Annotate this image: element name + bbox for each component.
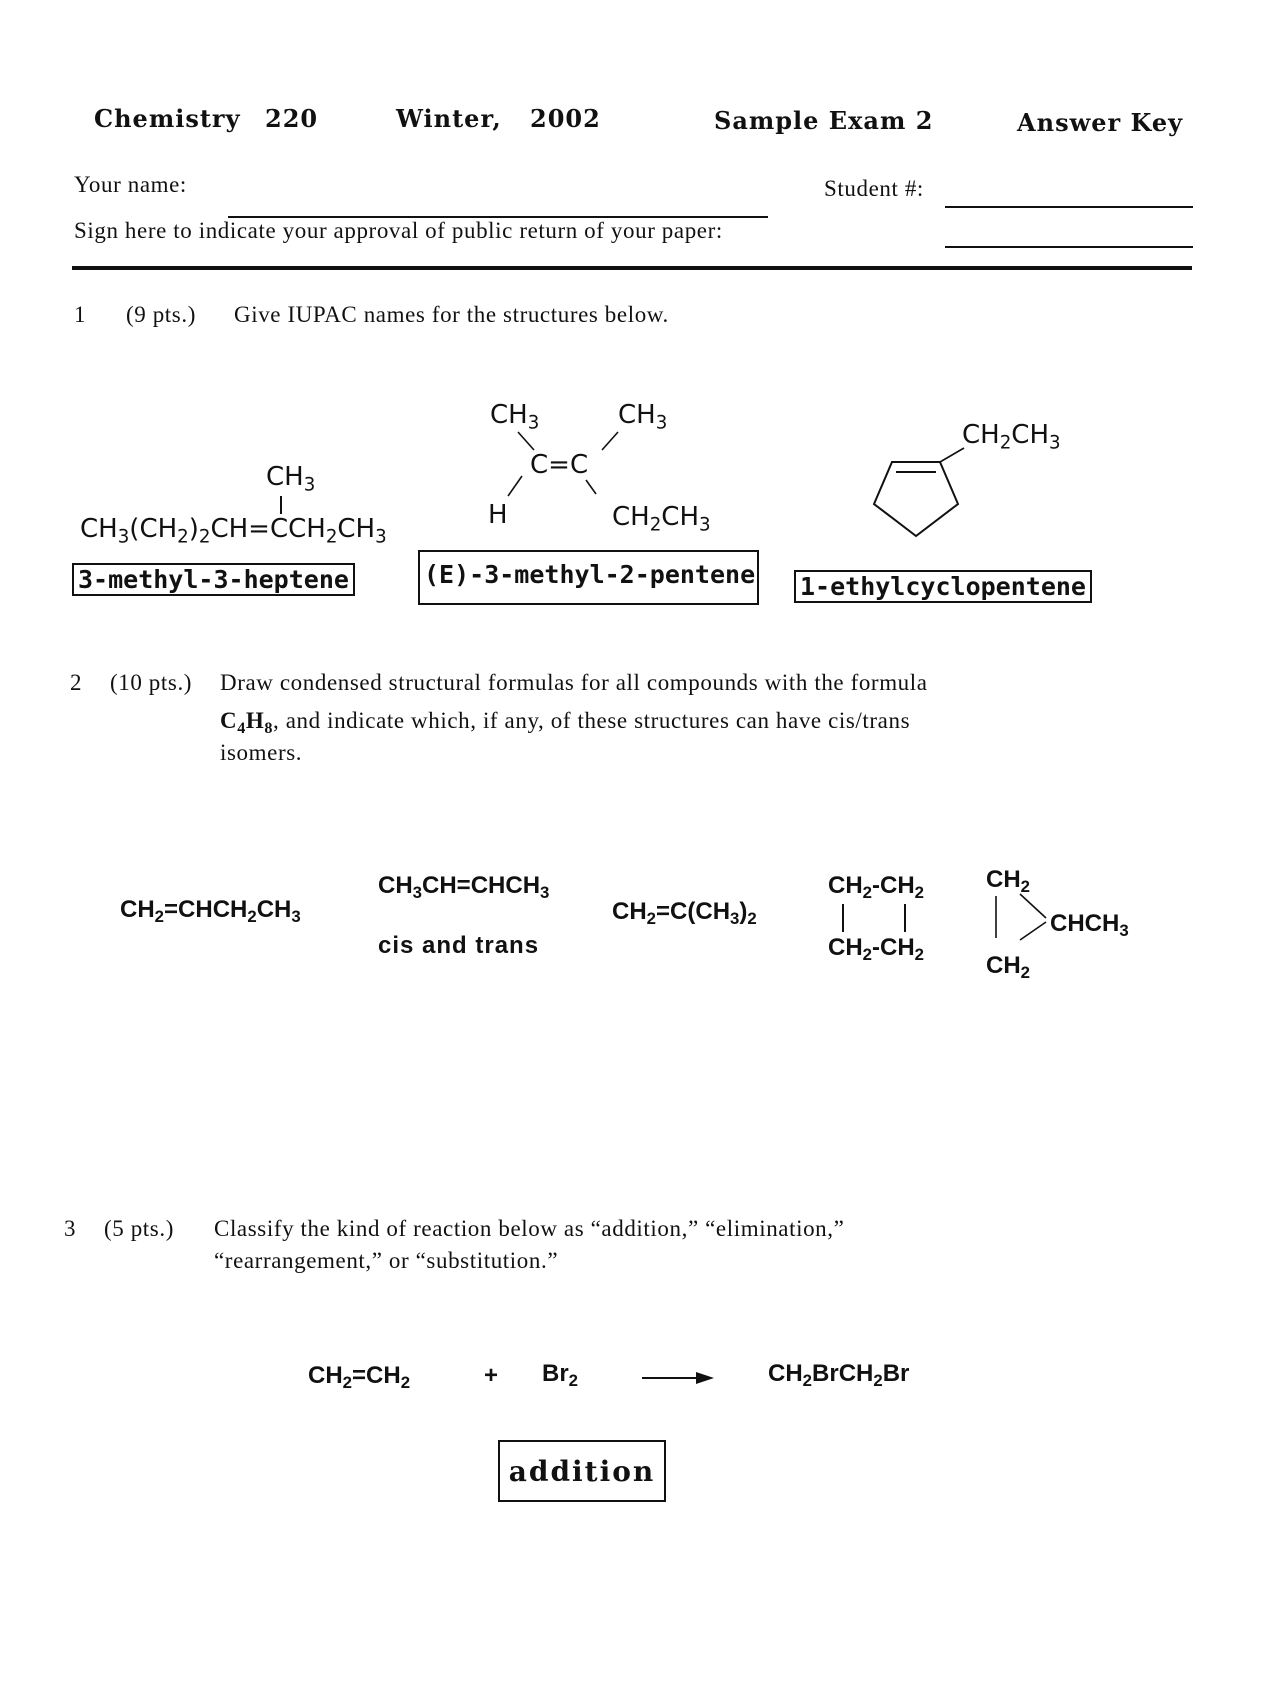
signature-field[interactable] xyxy=(945,246,1193,248)
q2-prompt-line3: isomers. xyxy=(220,740,303,765)
student-number-field[interactable] xyxy=(945,206,1193,208)
name-label: Your name: xyxy=(74,172,187,197)
s2-ch3-right: $CH_3$ xyxy=(618,400,668,434)
q1-answer-1: 3-methyl-3-heptene xyxy=(72,563,355,596)
c4h8-isobutylene: $CH_2=C(CH_3)_2$ xyxy=(612,898,757,929)
cis-trans-note: cis and trans xyxy=(378,932,540,959)
q2-points: (10 pts.) xyxy=(110,670,193,695)
term: Winter, xyxy=(396,104,502,133)
q3-points: (5 pts.) xyxy=(104,1216,174,1241)
c4h8-1-butene: $CH_2=CHCH_2CH_3$ xyxy=(120,896,301,927)
s1-methyl-branch: $CH_3$ xyxy=(266,462,316,496)
year: 2002 xyxy=(530,104,601,133)
s2-double-bond: C=C xyxy=(530,450,589,480)
plus-sign: + xyxy=(484,1362,499,1389)
q2-number: 2 xyxy=(70,670,83,695)
cyclobutane-right-bond xyxy=(904,904,906,932)
reactant-ethylene: $CH_2=CH_2$ xyxy=(308,1362,411,1393)
product-dibromoethane: $CH_2BrCH_2Br$ xyxy=(768,1360,910,1391)
methylcyclopropane-right: $CHCH_3$ xyxy=(1050,910,1129,941)
q3-answer: addition xyxy=(498,1440,666,1502)
s2-hydrogen: H xyxy=(488,500,508,530)
s2-ch3-left: $CH_3$ xyxy=(490,400,540,434)
q3-prompt-line2: “rearrangement,” or “substitution.” xyxy=(214,1248,559,1273)
course-number: 220 xyxy=(265,104,319,133)
s3-cyclopentene-ring xyxy=(868,440,968,540)
cyclobutane-left-bond xyxy=(842,904,844,932)
q1-answer-2: (E)-3-methyl-2-pentene xyxy=(418,550,759,605)
q1-answer-3: 1-ethylcyclopentene xyxy=(794,570,1092,603)
q1-number: 1 xyxy=(74,302,87,327)
sign-label: Sign here to indicate your approval of public return of your paper: xyxy=(74,218,723,243)
q1-prompt: Give IUPAC names for the structures below. xyxy=(234,302,669,327)
exam-title: Sample Exam 2 xyxy=(714,106,934,135)
q2-prompt-line1: Draw condensed structural formulas for all compounds with the formula xyxy=(220,670,928,695)
q1-points: (9 pts.) xyxy=(126,302,196,327)
student-number-label: Student #: xyxy=(824,176,924,201)
s3-ethyl: $CH_2CH_3$ xyxy=(962,420,1061,454)
methylcyclopropane-bottom: $CH_2$ xyxy=(986,952,1031,983)
reaction-arrow-icon xyxy=(642,1368,716,1388)
s1-main-chain: $CH_3(CH_2)_2CH=CCH_2CH_3$ xyxy=(80,514,387,548)
q3-prompt-line1: Classify the kind of reaction below as “addition,” “elimination,” xyxy=(214,1216,845,1241)
methylcyclopropane-top: $CH_2$ xyxy=(986,866,1031,897)
header-divider xyxy=(72,266,1192,270)
s2-ethyl: $CH_2CH_3$ xyxy=(612,502,711,536)
reactant-bromine: $Br_2$ xyxy=(542,1360,579,1391)
s1-branch-bond xyxy=(280,496,282,514)
cyclobutane-top: $CH_2-CH_2$ xyxy=(828,872,925,903)
methylcyclopropane-bonds xyxy=(986,892,1056,952)
answer-key-label: Answer Key xyxy=(1017,108,1184,137)
c4h8-2-butene: $CH_3CH=CHCH_3$ xyxy=(378,872,550,903)
q2-prompt-line2: $C_4H_8$, and indicate which, if any, of these structures can have cis/trans xyxy=(220,708,911,737)
q3-number: 3 xyxy=(64,1216,77,1241)
course-name: Chemistry xyxy=(94,104,241,133)
cyclobutane-bottom: $CH_2-CH_2$ xyxy=(828,934,925,965)
